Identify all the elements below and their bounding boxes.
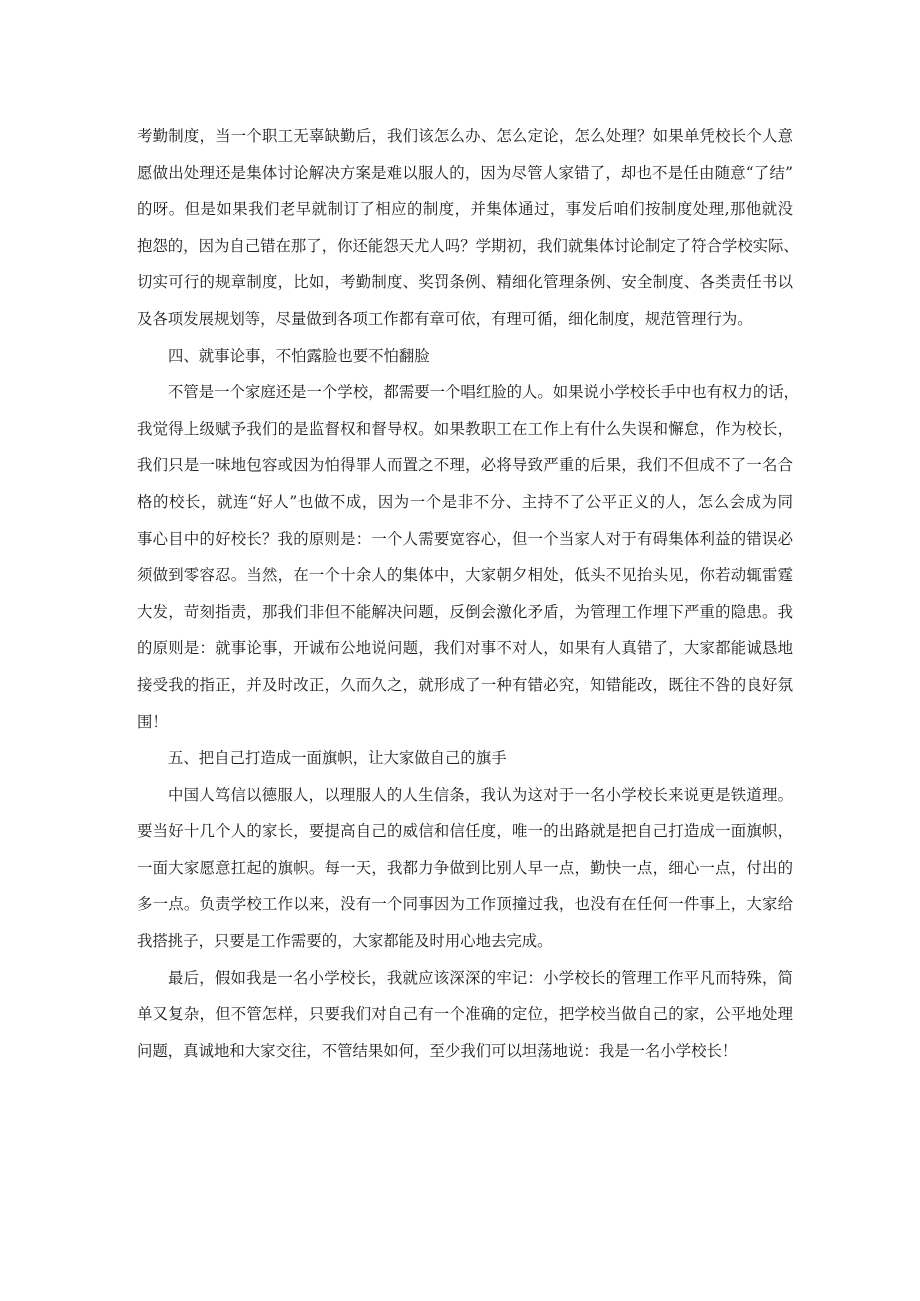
paragraph-attendance-system bbox=[137, 118, 799, 338]
text-line: 事心目中的好校长？我的原则是：一个人需要宽容心，但一个当家人对于有碍集体利益的错误必 bbox=[137, 529, 793, 548]
text-line: 一面大家愿意扛起的旗帜。每一天，我都力争做到比别人早一点，勤快一点，细心一点，付出的 bbox=[137, 858, 793, 877]
text-line: 中国人笃信以德服人，以理服人的人生信条，我认为这对于一名小学校长来说更是铁道理。 bbox=[168, 785, 793, 804]
text-line: 须做到零容忍。当然，在一个十余人的集体中，大家朝夕相处，低头不见抬头见，你若动辄雷霆 bbox=[137, 566, 793, 585]
text-line: 最后，假如我是一名小学校长，我就应该深深的牢记：小学校长的管理工作平凡而特殊，简 bbox=[168, 968, 793, 987]
text-line: 的呀。但是如果我们老早就制订了相应的制度，并集体通过，事发后咱们按制度处理,那他就没 bbox=[137, 200, 793, 219]
text-line: 及各项发展规划等，尽量做到各项工作都有章可依，有理可循，细化制度，规范管理行为。 bbox=[137, 309, 753, 328]
text-line: 抱怨的，因为自己错在那了，你还能怨天尤人吗？学期初，我们就集体讨论制定了符合学校实际、 bbox=[137, 236, 799, 255]
section-heading-5: 五、把自己打造成一面旗帜，让大家做自己的旗手 bbox=[168, 749, 507, 768]
section-heading-4: 四、就事论事，不怕露脸也要不怕翻脸 bbox=[168, 346, 430, 365]
text-line: 围！ bbox=[137, 712, 168, 731]
text-line: 愿做出处理还是集体讨论解决方案是难以服人的，因为尽管人家错了，却也不是任由随意“了结” bbox=[137, 163, 793, 182]
text-line: 接受我的指正，并及时改正，久而久之，就形成了一种有错必究，知错能改，既往不咎的良好氛 bbox=[137, 675, 793, 694]
text-line: 格的校长，就连“好人”也做不成，因为一个是非不分、主持不了公平正义的人，怎么会成为同 bbox=[137, 492, 793, 511]
text-line: 大发，苛刻指责，那我们非但不能解决问题，反倒会激化矛盾，为管理工作埋下严重的隐患。我 bbox=[137, 602, 793, 621]
text-line: 我搭挑子，只要是工作需要的，大家都能及时用心地去完成。 bbox=[137, 932, 553, 951]
text-line: 问题，真诚地和大家交往，不管结果如何，至少我们可以坦荡地说：我是一名小学校长！ bbox=[137, 1041, 738, 1060]
text-line: 我们只是一味地包容或因为怕得罪人而置之不理，必将导致严重的后果，我们不但成不了一名合 bbox=[137, 456, 793, 475]
text-line: 不管是一个家庭还是一个学校，都需要一个唱红脸的人。如果说小学校长手中也有权力的话， bbox=[168, 383, 800, 402]
text-line: 切实可行的规章制度，比如，考勤制度、奖罚条例、精细化管理条例、安全制度、各类责任书以 bbox=[137, 273, 793, 292]
paragraph-conclusion bbox=[137, 960, 793, 1070]
text-line: 要当好十几个人的家长，要提高自己的威信和信任度，唯一的出路就是把自己打造成一面旗帜， bbox=[137, 822, 793, 841]
text-line: 我觉得上级赋予我们的是监督权和督导权。如果教职工在工作上有什么失误和懈怠，作为校长， bbox=[137, 419, 793, 438]
text-line: 的原则是：就事论事，开诚布公地说问题，我们对事不对人，如果有人真错了，大家都能诚恳地 bbox=[137, 639, 793, 658]
text-line: 多一点。负责学校工作以来，没有一个同事因为工作顶撞过我，也没有在任何一件事上，大家给 bbox=[137, 895, 793, 914]
text-line: 考勤制度，当一个职工无辜缺勤后，我们该怎么办、怎么定论，怎么处理？如果单凭校长个人意 bbox=[137, 127, 793, 145]
text-line: 单又复杂，但不管怎样，只要我们对自己有一个准确的定位，把学校当做自己的家，公平地处理 bbox=[137, 1005, 793, 1024]
document-page bbox=[137, 118, 800, 1069]
paragraph-flag bbox=[137, 777, 793, 960]
paragraph-red-face bbox=[137, 374, 800, 740]
